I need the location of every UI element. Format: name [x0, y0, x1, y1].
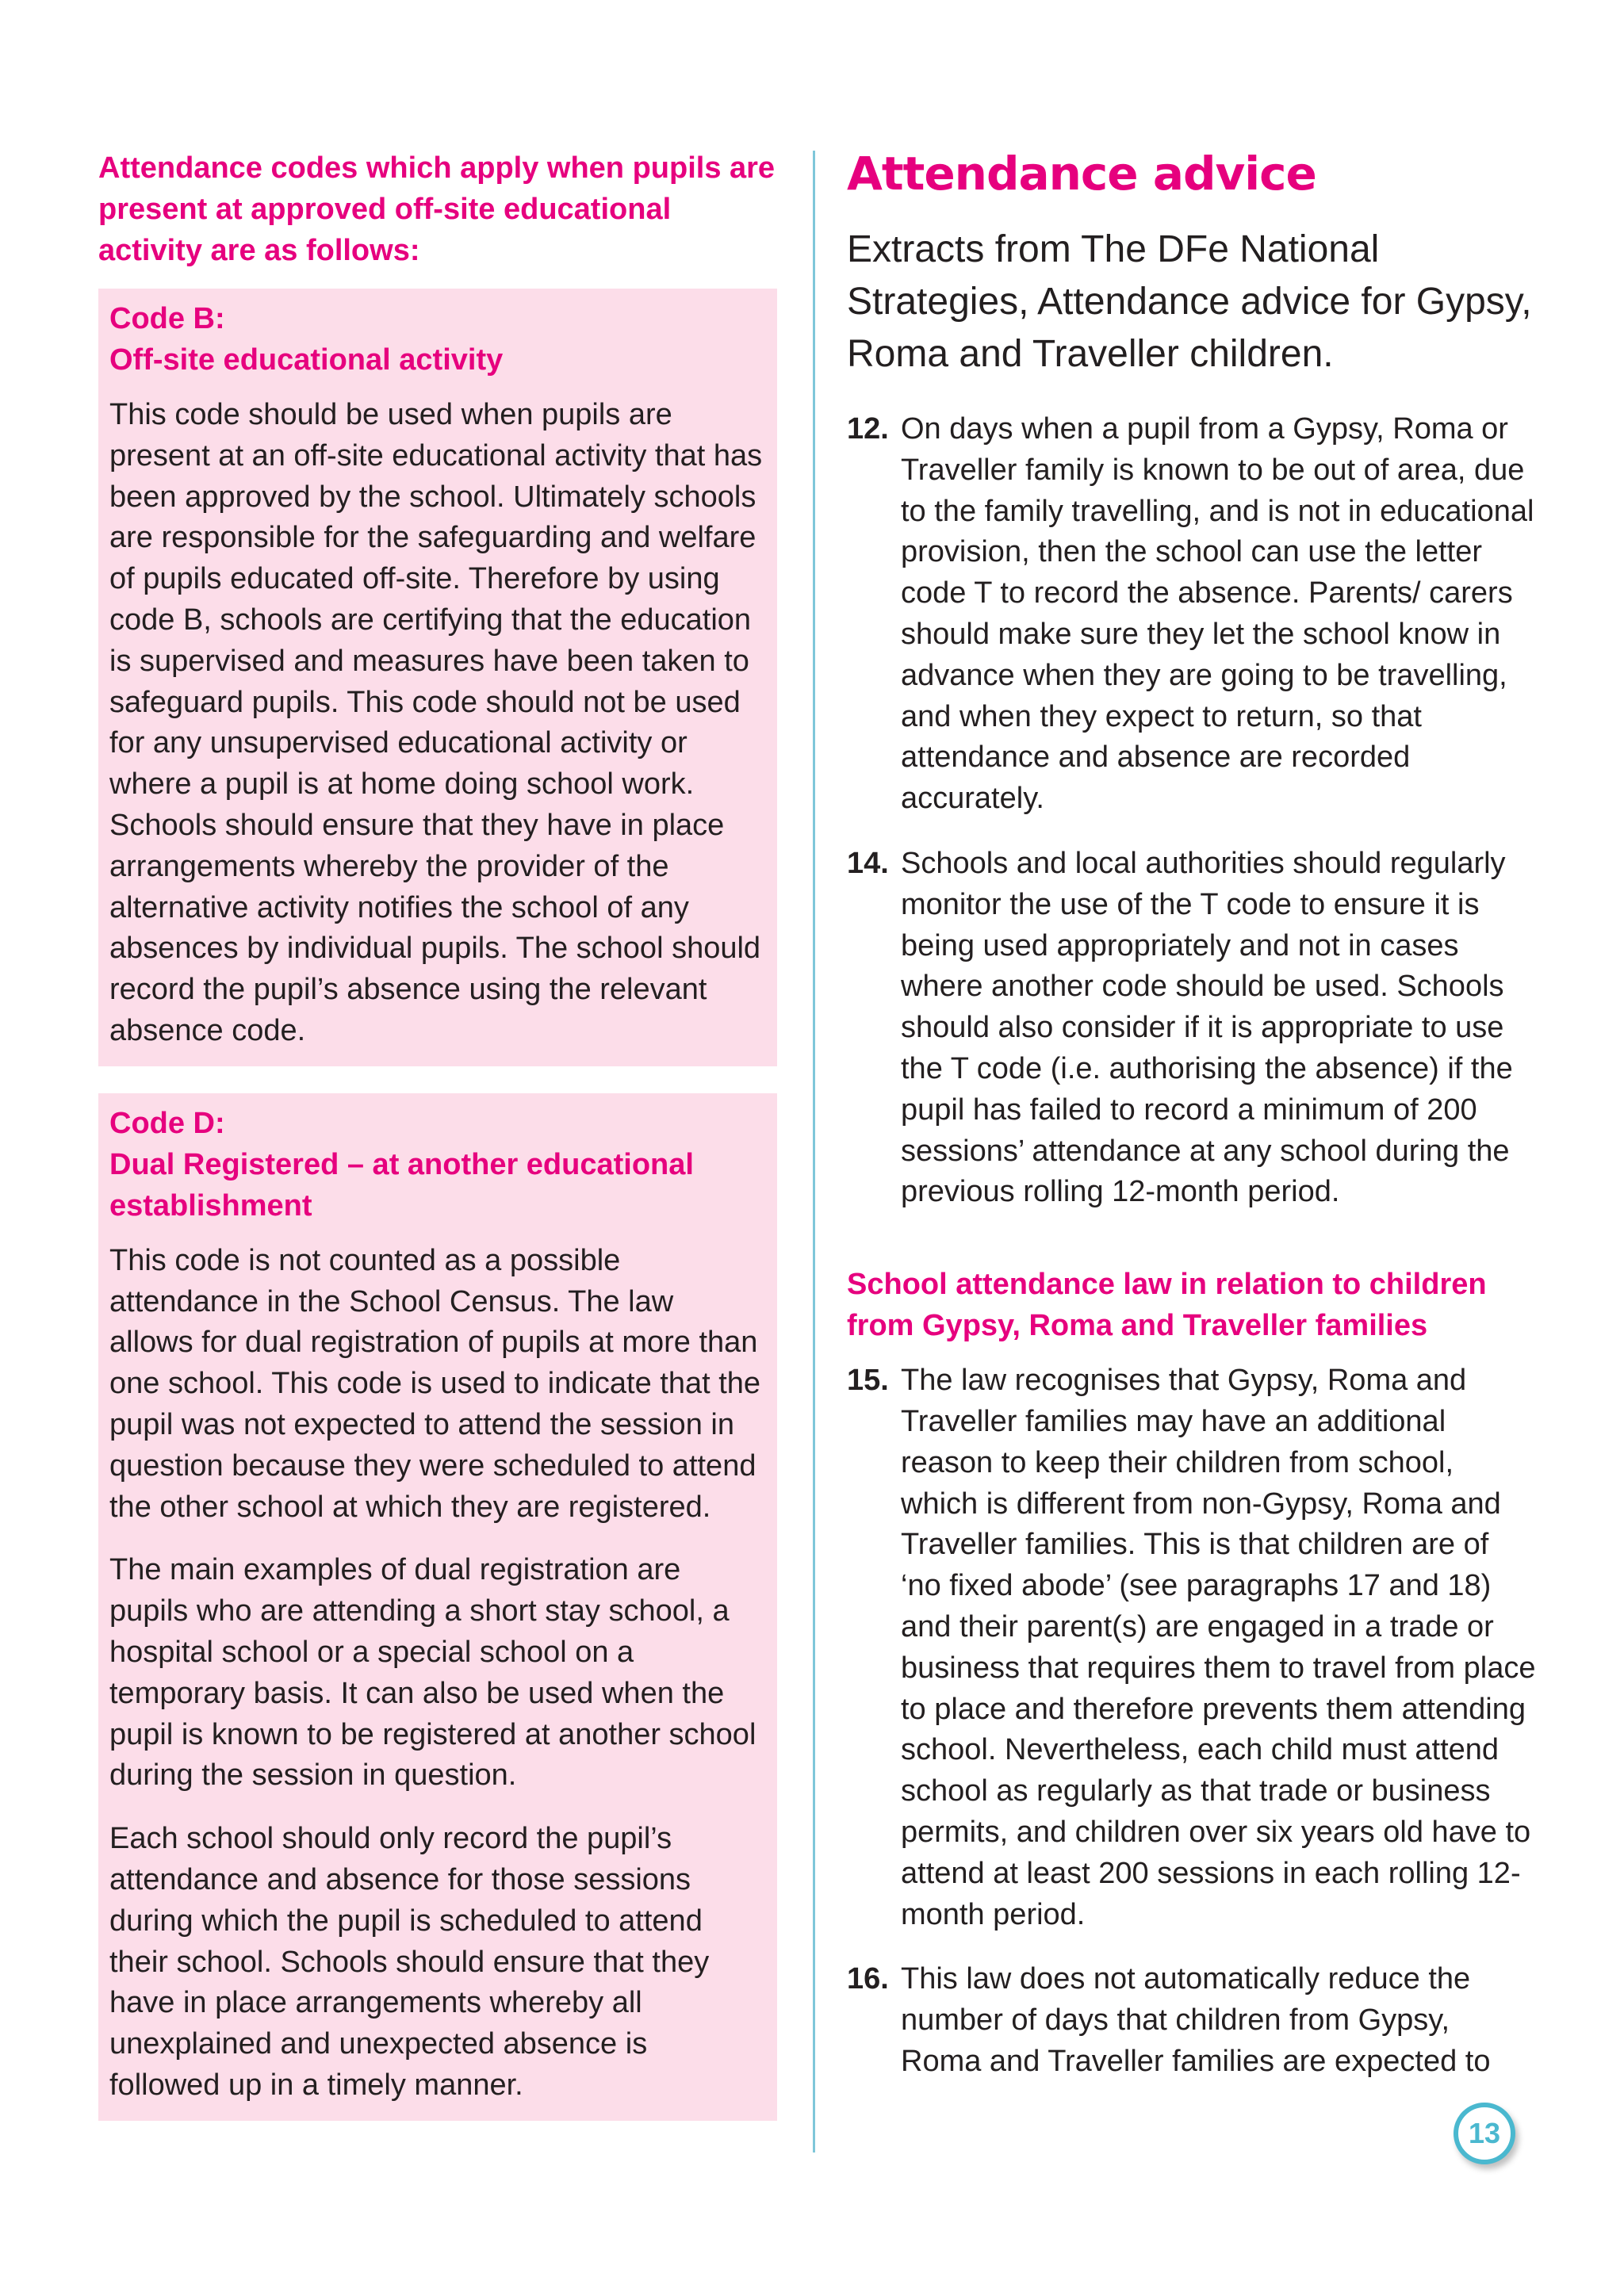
page-title: Attendance advice	[847, 147, 1316, 201]
right-column	[847, 147, 1537, 2083]
code-d-title-line1: Code D:	[109, 1106, 225, 1140]
code-d-paragraph-1: This code is not counted as a possible attendance in the School Census. The law allows for dual registration of pupils at more than one school. This code is used to indicate that the pupil was not expected to attend the session in question because they were scheduled to attend the other school at which they are registered.	[109, 1243, 761, 1524]
paragraph-number: 16.	[847, 1962, 889, 1996]
code-b-title-line2: Off-site educational activity	[109, 343, 504, 377]
page-subtitle: Extracts from The DFe National Strategies, Attendance advice for Gypsy, Roma and Traveller children.	[847, 228, 1532, 375]
paragraph-text: Schools and local authorities should regularly monitor the use of the T code to ensure it is being used appropriately and not in cases where another code should be used. Schools should also consider if it is appropriate to use the T code (i.e. authorising the absence) if the pupil has failed to record a minimum of 200 sessions’ attendance at any school during the previous rolling 12-month period.	[901, 846, 1513, 1209]
code-b-paragraph: This code should be used when pupils are present at an off-site educational activity that has been approved by the school. Ultimately schools are responsible for the safeguarding and welfare of pupils educated off-site. Therefore by using code B, schools are certifying that the education is supervised and measures have been taken to safeguard pupils. This code should not be used for any unsupervised educational activity or where a pupil is at home doing school work. Schools should ensure that they have in place arrangements whereby the provider of the alternative activity notifies the school of any absences by individual pupils. The school should record the pupil’s absence using the relevant absence code.	[109, 398, 763, 1047]
paragraph-text: This law does not automatically reduce the number of days that children from Gypsy, Roma and Traveller families are expected to	[901, 1962, 1491, 2078]
paragraph-number: 12.	[847, 412, 889, 446]
code-d-paragraph-2: The main examples of dual registration are pupils who are attending a short stay school, a hospital school or a special school on a temporary basis. It can also be used when the pupil is known to be registered at another school during the session in question.	[109, 1553, 756, 1793]
paragraph-number: 15.	[847, 1364, 889, 1398]
intro-heading: Attendance codes which apply when pupils are present at approved off-site educational activity are as follows:	[98, 151, 776, 267]
section-heading: School attendance law in relation to children from Gypsy, Roma and Traveller families	[847, 1268, 1487, 1343]
left-column	[98, 147, 777, 2121]
code-d-paragraph-3: Each school should only record the pupil’s attendance and absence for those sessions during which the pupil is scheduled to attend their school. Schools should ensure that they have in place arrangements whereby all unexplained and unexpected absence is followed up in a timely manner.	[109, 1822, 710, 2102]
paragraph-text: On days when a pupil from a Gypsy, Roma or Traveller family is known to be out of area, due to the family travelling, and is not in educational provision, then the school can use the letter code T to record the absence. Parents/ carers should make sure they let the school know in advance when they are going to be travelling, and when they expect to return, so that attendance and absence are recorded accurately.	[901, 412, 1534, 816]
code-b-title-line1: Code B:	[109, 302, 225, 335]
code-d-title	[109, 1103, 764, 1226]
code-d-title-line2: Dual Registered – at another educational establishment	[109, 1147, 694, 1223]
paragraph-number: 14.	[847, 846, 889, 880]
code-b-title	[109, 298, 764, 381]
paragraph-item	[847, 1959, 1537, 2082]
column-divider	[813, 151, 815, 2152]
code-b-box	[98, 289, 777, 1066]
code-d-box	[98, 1093, 777, 2121]
paragraph-item	[847, 1360, 1537, 1935]
paragraph-text: The law recognises that Gypsy, Roma and Traveller families may have an additional reason to keep their children from school, which is different from non-Gypsy, Roma and Traveller families. This is that children are of ‘no fixed abode’ (see paragraphs 17 and 18) and their parent(s) are engaged in a trade or business that requires them to travel from place to place and therefore prevents them attending school. Nevertheless, each child must attend school as regularly as that trade or business permits, and children over six years old have to attend at least 200 sessions in each rolling 12-month period.	[901, 1364, 1536, 1931]
page-number-badge: 13	[1454, 2103, 1515, 2164]
paragraph-item	[847, 844, 1537, 1213]
paragraph-item	[847, 409, 1537, 820]
